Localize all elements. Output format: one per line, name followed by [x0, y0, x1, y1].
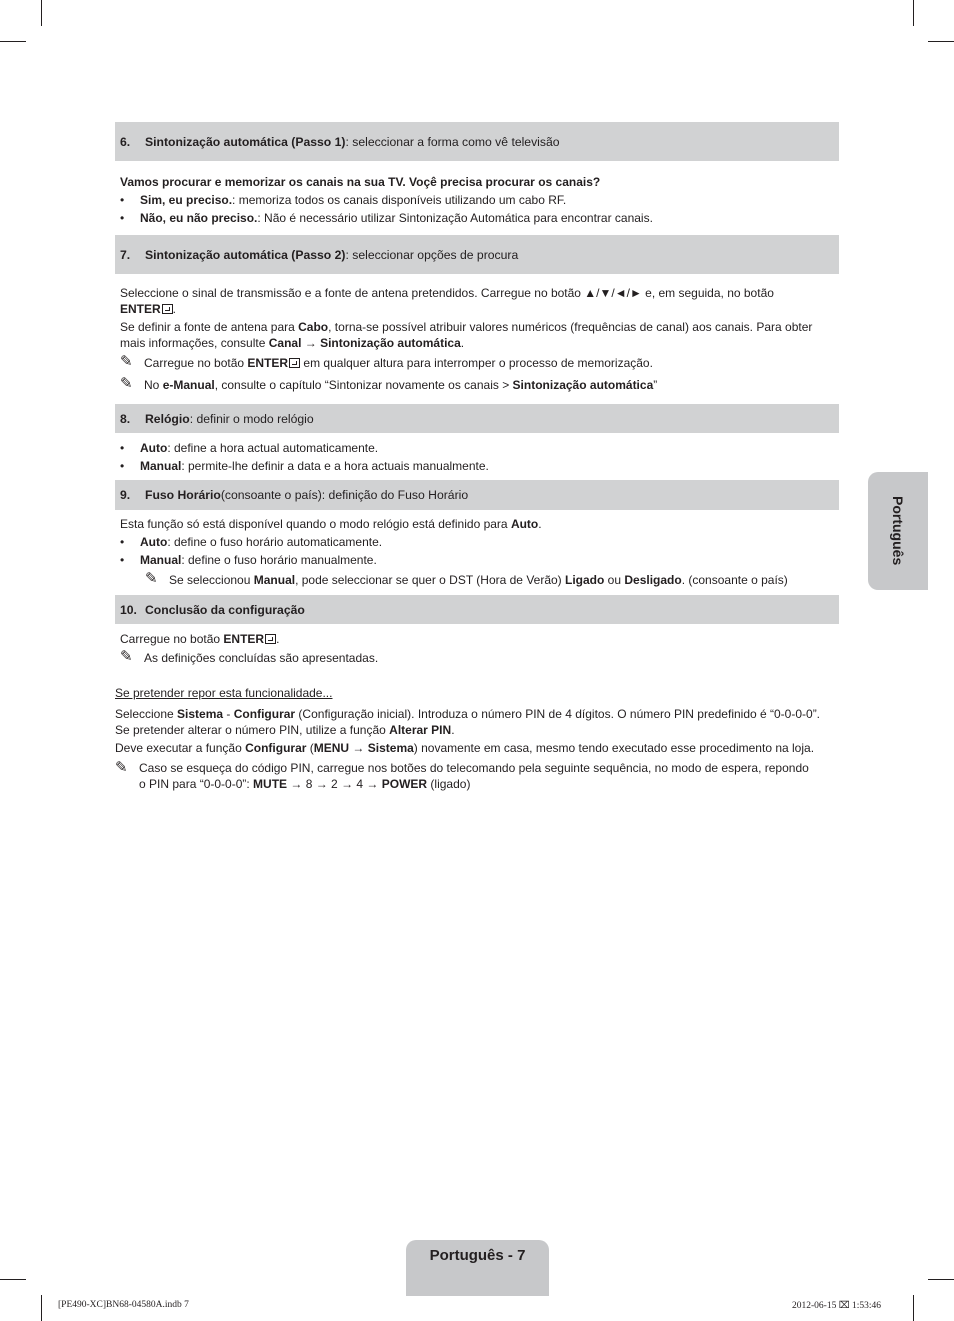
crop-mark — [0, 1279, 26, 1280]
text: No — [144, 378, 163, 392]
text: Se seleccionou — [169, 573, 254, 587]
text: Deve executar a função — [115, 741, 246, 755]
section-number: 6. — [120, 134, 131, 149]
page-label: Português - 7 — [429, 1247, 526, 1264]
emph: Sistema — [177, 707, 224, 721]
text: ou — [604, 573, 625, 587]
enter-icon — [289, 358, 300, 368]
note — [115, 354, 839, 372]
text: , torna-se possível atribuir valores numéricos (frequências de canal) aos canais. Para obter — [328, 320, 813, 334]
section-8-header — [115, 404, 839, 433]
text: em qualquer altura para interromper o processo de memorização. — [300, 356, 653, 370]
text: Esta função só está disponível quando o modo relógio está definido para — [120, 517, 511, 531]
emph: Canal → Sintonização automática — [268, 336, 461, 350]
crop-mark — [41, 1295, 42, 1321]
section-title: Sintonização automática (Passo 1) — [145, 134, 346, 149]
bullet: • — [120, 193, 125, 207]
note-pencil-icon: ✎ — [120, 353, 133, 370]
option-label: Auto — [140, 441, 168, 455]
text: Seleccione — [115, 707, 178, 721]
option-text: : Não é necessário utilizar Sintonização Automática para encontrar canais. — [257, 211, 653, 225]
print-timestamp: 2012-06-15 ⌧ 1:53:46 — [792, 1301, 882, 1311]
emph: Auto — [510, 517, 539, 531]
paragraph: Se definir a fonte de antena para Cabo, torna-se possível atribuir valores numéricos (frequências de canal) aos canais. Para obter mais informações, consulte Canal → Sintonização automática. — [120, 320, 813, 350]
emph: Sintonização automática — [512, 378, 654, 392]
crop-mark — [0, 41, 26, 42]
option-text: : define o fuso horário manualmente. — [181, 553, 377, 567]
text: Seleccione o sinal de transmissão e a fonte de antena pretendidos. Carregue no botão ▲/▼/◄/► e, em seguida, no botão — [120, 286, 774, 300]
list-item — [115, 191, 839, 209]
manual-content — [115, 122, 839, 792]
language-side-tab — [868, 472, 928, 590]
note — [115, 649, 839, 667]
note — [115, 571, 839, 589]
bullet: • — [120, 211, 125, 225]
crop-mark — [913, 0, 914, 26]
bullet: • — [120, 535, 125, 549]
section-7-header — [115, 235, 839, 274]
note — [115, 376, 839, 394]
note-pencil-icon: ✎ — [145, 570, 158, 587]
section-desc: : seleccionar a forma como vê televisão — [345, 134, 560, 149]
list-item — [115, 533, 839, 551]
note-pencil-icon: ✎ — [120, 375, 133, 392]
text: , consulte o capítulo “Sintonizar novamente os canais > — [214, 378, 513, 392]
text: ( — [306, 741, 314, 755]
enter-key-label: ENTER — [223, 632, 265, 646]
crop-mark — [928, 41, 954, 42]
paragraph: Seleccione o sinal de transmissão e a fonte de antena pretendidos. Carregue no botão ▲/▼/◄/► e, em seguida, no botão ENTER . — [120, 286, 774, 316]
emph: MENU → Sistema — [313, 741, 414, 755]
text: Carregue no botão — [120, 632, 224, 646]
note-pencil-icon: ✎ — [120, 648, 133, 665]
page-number-tab — [406, 1240, 549, 1296]
text: (ligado) — [427, 777, 471, 791]
text: , pode seleccionar se quer o DST (Hora de Verão) — [295, 573, 566, 587]
option-label: Auto — [140, 535, 168, 549]
option-label: Não, eu não preciso. — [140, 211, 258, 225]
enter-key-label: ENTER — [120, 302, 161, 316]
crop-mark — [41, 0, 42, 26]
section-title: Fuso Horário — [145, 488, 221, 502]
list-item — [115, 457, 839, 475]
crop-mark — [928, 1279, 954, 1280]
section-desc: (consoante o país): definição do Fuso Horário — [220, 488, 469, 502]
option-text: : define o fuso horário automaticamente. — [167, 535, 383, 549]
text: → 8 → 2 → 4 → — [287, 777, 382, 791]
section-number: 8. — [120, 411, 131, 426]
list-item — [115, 439, 839, 457]
text: (Configuração inicial). Introduza o número PIN de 4 dígitos. O número PIN predefinido é “0-0-0-0”. — [295, 707, 821, 721]
text: o PIN para “0-0-0-0”: — [139, 777, 254, 791]
option-text: : permite-lhe definir a data e a hora actuais manualmente. — [181, 459, 489, 473]
section-desc: : seleccionar opções de procura — [345, 247, 519, 262]
emph: Configurar — [233, 707, 296, 721]
emph: Manual — [253, 573, 296, 587]
paragraph: Esta função só está disponível quando o modo relógio está definido para Auto. — [120, 517, 542, 531]
text: ) novamente em casa, mesmo tendo executado esse procedimento na loja. — [413, 741, 815, 755]
reset-heading: Se pretender repor esta funcionalidade... — [115, 686, 333, 700]
section-6-header — [115, 122, 839, 161]
text: As definições concluídas são apresentadas. — [144, 651, 379, 665]
section-9-header — [115, 480, 839, 510]
section-number: 7. — [120, 247, 131, 262]
option-text: : memoriza todos os canais disponíveis utilizando um cabo RF. — [232, 193, 567, 207]
option-label: Sim, eu preciso. — [140, 193, 233, 207]
emph: POWER — [381, 777, 428, 791]
text: Carregue no botão — [144, 356, 248, 370]
text: Caso se esqueça do código PIN, carregue nos botões do telecomando pela seguinte sequência, no modo de espera, repondo — [139, 761, 809, 775]
emph: Configurar — [245, 741, 307, 755]
section-number: 9. — [120, 488, 131, 502]
text: mais informações, consulte — [120, 336, 269, 350]
emph: MUTE — [253, 777, 288, 791]
paragraph — [115, 740, 839, 756]
note — [115, 760, 839, 792]
enter-key-label: ENTER — [247, 356, 289, 370]
emph: Desligado — [624, 573, 682, 587]
language-label: Português — [890, 496, 906, 566]
option-label: Manual — [140, 553, 182, 567]
question-text: Vamos procurar e memorizar os canais na sua TV. Voçê precisa procurar os canais? — [120, 175, 601, 189]
enter-icon — [265, 634, 276, 644]
bullet: • — [120, 553, 125, 567]
text: - — [223, 707, 234, 721]
option-text: : define a hora actual automaticamente. — [167, 441, 379, 455]
emph: Ligado — [565, 573, 605, 587]
text: ” — [653, 378, 658, 392]
text: . (consoante o país) — [681, 573, 788, 587]
emph: e-Manual — [162, 378, 215, 392]
list-item — [115, 551, 839, 569]
section-title: Relógio — [145, 411, 190, 426]
section-desc: : definir o modo relógio — [189, 411, 314, 426]
print-file-info: [PE490-XC]BN68-04580A.indb 7 — [58, 1300, 189, 1310]
section-title: Sintonização automática (Passo 2) — [145, 247, 346, 262]
section-number: 10. — [120, 602, 137, 617]
enter-icon — [162, 304, 173, 314]
bullet: • — [120, 459, 125, 473]
note-pencil-icon: ✎ — [115, 759, 128, 776]
option-label: Manual — [140, 459, 182, 473]
bullet: • — [120, 441, 125, 455]
reset-block — [115, 685, 839, 792]
crop-mark — [913, 1295, 914, 1321]
text: Se definir a fonte de antena para — [120, 320, 299, 334]
emph: Cabo — [298, 320, 329, 334]
section-10-header — [115, 595, 839, 624]
paragraph: Seleccione Sistema - Configurar (Configuração inicial). Introduza o número PIN de 4 dígitos. O número PIN predefinido é “0-0-0-0”. Se pretender alterar o número PIN, utilize a função Alterar PIN. — [115, 707, 821, 737]
text: Se pretender alterar o número PIN, utilize a função — [115, 723, 390, 737]
paragraph: Carregue no botão ENTER . — [120, 632, 280, 646]
emph: Alterar PIN — [389, 723, 452, 737]
list-item — [115, 209, 839, 227]
section-title: Conclusão da configuração — [145, 602, 305, 617]
